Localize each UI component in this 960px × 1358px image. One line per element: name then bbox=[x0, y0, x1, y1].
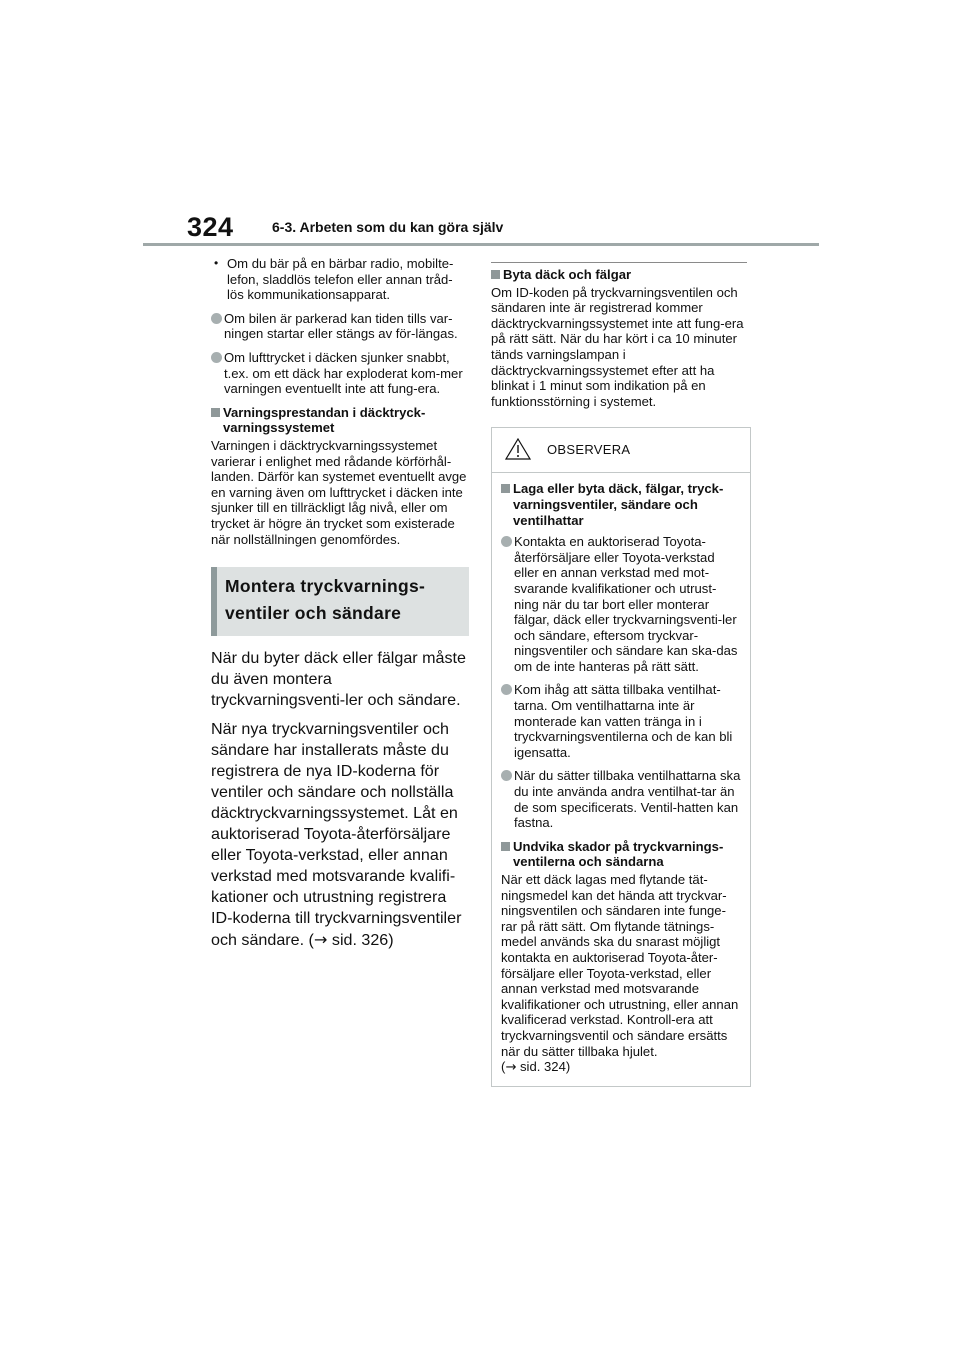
paragraph: Varningen i däcktryckvarningssystemet varierar i enlighet med rådande körförhål-landen. Därför kan systemet eventuellt avge en varning även om lufttrycket i däcken inte sjunker till en tillräckligt låg nivå, eller om trycket är högre än trycket som existerade när nollställningen genomfördes. bbox=[211, 437, 467, 547]
circle-bullet-icon bbox=[211, 313, 222, 324]
paragraph: Om ID-koden på tryckvarningsventilen och sändaren inte är registrerad kommer däcktryckvarningssystemet inte att fung-era på rätt sätt. När du har kört i ca 10 minuter tänds varningslampan i däcktryckvarningssystemet efter att ha blinkat i 1 minut som indikation på en funktionsstörning i systemet. bbox=[491, 284, 744, 409]
header-divider bbox=[143, 243, 819, 246]
square-bullet-icon bbox=[491, 270, 500, 279]
list-item bbox=[501, 534, 741, 674]
section-title: 6-3. Arbeten som du kan göra själv bbox=[272, 219, 504, 235]
left-column bbox=[211, 256, 469, 959]
warning-title: OBSERVERA bbox=[547, 441, 631, 457]
warning-triangle-icon bbox=[505, 438, 531, 460]
list-item-text: Kontakta en auktoriserad Toyota-återförsäljare eller Toyota-verkstad eller en annan verkstad med mot-svarande kvalifikationer och utrust-ning när du tar bort eller monterar fälgar, däck eller tryckvarningsventi-ler och sändare, eftersom tryckvar-ningsventiler och sändare kan ska-das om de inte hanteras på rätt sätt. bbox=[514, 534, 738, 674]
paragraph: När du byter däck eller fälgar måste du även montera tryckvarningsventi-ler och sändare. bbox=[211, 649, 466, 710]
arrow-icon: → bbox=[505, 1060, 517, 1076]
list-item-text: Om lufttrycket i däcken sjunker snabbt, t.ex. om ett däck har exploderat kom-mer varningen eventuellt inte att fung-era. bbox=[224, 349, 463, 397]
warning-divider bbox=[492, 472, 750, 473]
page-reference: sid. 326) bbox=[331, 931, 394, 950]
circle-bullet-icon bbox=[501, 536, 512, 547]
topic-heading-box bbox=[211, 567, 469, 636]
subheading bbox=[501, 481, 741, 528]
paragraph: När ett däck lagas med flytande tät-ningsmedel kan det hända att tryckvar-ningsventilen och sändaren inte funge-rar på rätt sätt. Om flytande tätnings-medel används ska du snarast möjligt kontakta en auktoriserad Toyota-åter-försäljare eller Toyota-verkstad, eller annan verkstad med motsvarande kvalifikationer och utrustning, eller annan kvalificerad verkstad. Kontroll-era att tryckvarningsventil och sändare ersätts när du sätter tillbaka hjulet. (→ sid. 324) bbox=[501, 872, 739, 1076]
square-bullet-icon bbox=[501, 842, 510, 851]
bullet-icon: • bbox=[214, 256, 219, 270]
column-divider bbox=[491, 262, 747, 263]
list-item bbox=[501, 768, 741, 830]
list-item bbox=[211, 311, 469, 342]
square-bullet-icon bbox=[211, 408, 220, 417]
paragraph-text: När nya tryckvarningsventiler och sändare har installerats måste du registrera de nya ID-koderna för ventiler och sändare och nollställa däcktryckvarningssystemet. Låt en auktoriserad Toyota-återförsäljare eller Toyota-verkstad, eller annan verkstad med motsvarande kvalifi-kationer och utrustning registrera ID-koderna till tryckvarningsventiler och sändare. bbox=[211, 720, 462, 950]
paragraph-text: När ett däck lagas med flytande tät-ningsmedel kan det hända att tryckvar-ningsventilen och sändaren inte funge-rar på rätt sätt. Om flytande tätnings-medel används ska du snarast möjligt kontakta en auktoriserad Toyota-åter-försäljare eller Toyota-verkstad, eller annan verkstad med motsvarande kvalifikationer och utrustning, eller annan kvalificerad verkstad. Kontroll-era att tryckvarningsventil och sändare ersätts när du sätter tillbaka hjulet. bbox=[501, 872, 739, 1059]
list-item bbox=[501, 682, 741, 760]
subheading-text: Varningsprestandan i däcktryck-varningssystemet bbox=[223, 404, 426, 436]
subheading bbox=[491, 267, 750, 283]
list-item-text: När du sätter tillbaka ventilhattarna ska du inte använda andra ventilhat-tar än de som specificerats. Ventil-hatten kan fastna. bbox=[514, 768, 741, 831]
right-column bbox=[491, 262, 750, 1087]
warning-header bbox=[501, 436, 741, 462]
list-item-text: Om bilen är parkerad kan tiden tills var-ningen startar eller stängs av för-längas. bbox=[224, 310, 458, 342]
list-item-text: Kom ihåg att sätta tillbaka ventilhat-tarna. Om ventilhattarna inte är monterade kan vatten tränga in i tryckvarningsventilerna och de kan bli igensatta. bbox=[514, 682, 733, 760]
subheading-text: Undvika skador på tryckvarnings-ventilerna och sändarna bbox=[513, 838, 724, 870]
page-number: 324 bbox=[187, 212, 234, 242]
subheading-text: Laga eller byta däck, fälgar, tryck-varningsventiler, sändare och ventilhattar bbox=[513, 481, 724, 528]
subheading bbox=[501, 839, 741, 870]
circle-bullet-icon bbox=[211, 352, 222, 363]
list-item-text: Om du bär på en bärbar radio, mobilte-lefon, sladdlös telefon eller annan tråd-lös kommunikationsapparat. bbox=[227, 256, 454, 303]
paragraph: När nya tryckvarningsventiler och sändare har installerats måste du registrera de nya ID-koderna för ventiler och sändare och nollställa däcktryckvarningssystemet. Låt en auktoriserad Toyota-återförsäljare eller Toyota-verkstad, eller annan verkstad med motsvarande kvalifi-kationer och utrustning registrera ID-koderna till tryckvarningsventiler och sändare. (→ sid. 326) bbox=[211, 720, 462, 950]
square-bullet-icon bbox=[501, 484, 510, 493]
circle-bullet-icon bbox=[501, 684, 512, 695]
page-reference: sid. 324) bbox=[520, 1059, 571, 1075]
topic-title: Montera tryckvarnings-ventiler och sändare bbox=[225, 576, 426, 624]
circle-bullet-icon bbox=[501, 770, 512, 781]
list-item bbox=[211, 256, 469, 303]
warning-box bbox=[491, 427, 751, 1086]
list-item bbox=[211, 350, 469, 397]
subheading-text: Byta däck och fälgar bbox=[503, 267, 632, 282]
arrow-icon: → bbox=[313, 930, 328, 950]
subheading bbox=[211, 405, 469, 436]
